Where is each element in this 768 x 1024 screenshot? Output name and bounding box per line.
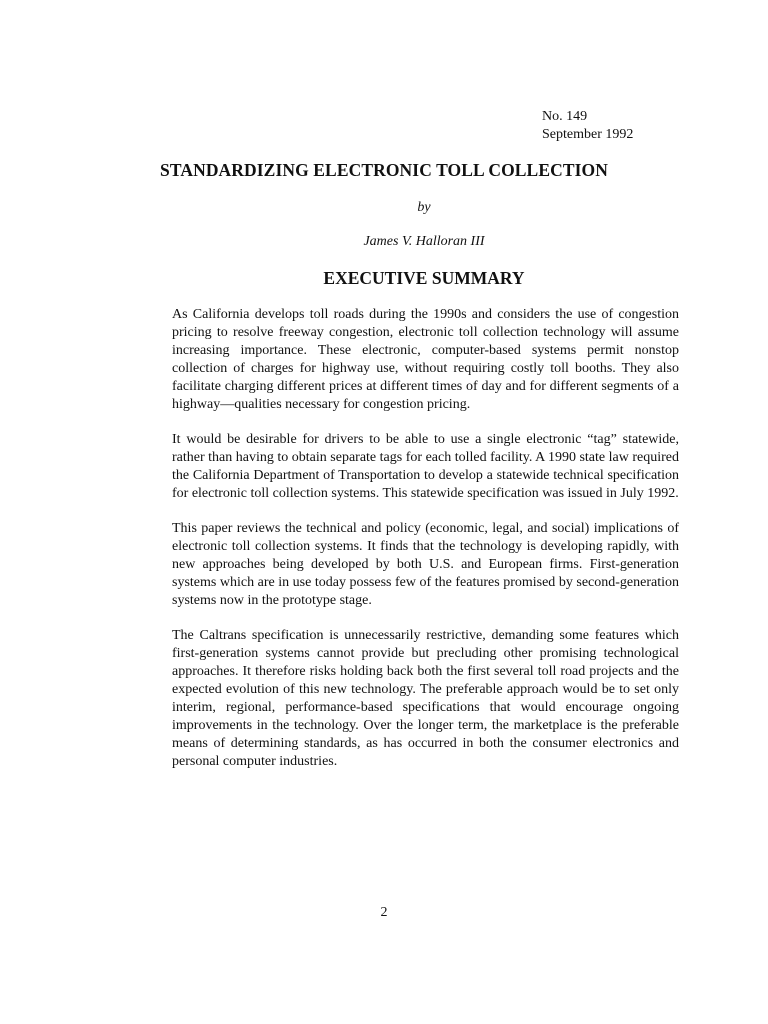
document-title: STANDARDIZING ELECTRONIC TOLL COLLECTION	[160, 160, 608, 180]
page-number: 2	[380, 905, 388, 920]
author-name: James V. Halloran III	[363, 234, 485, 249]
summary-body	[172, 306, 679, 788]
document-number: No. 149	[542, 109, 588, 124]
paragraph: It would be desirable for drivers to be able to use a single electronic “tag” statewide, rather than having to obtain separate tags for each tolled facility. A 1990 state law required the California Department of Transportation to develop a statewide technical specification for electronic toll collection systems. This statewide specification was issued in July 1992.	[172, 432, 679, 501]
paragraph: This paper reviews the technical and policy (economic, legal, and social) implications of electronic toll collection systems. It finds that the technology is developing rapidly, with new approaches being developed by both U.S. and European firms. First-generation systems which are in use today possess few of the features promised by second-generation systems now in the prototype stage.	[172, 521, 679, 608]
section-heading: EXECUTIVE SUMMARY	[323, 268, 525, 288]
paragraph: As California develops toll roads during the 1990s and considers the use of congestion pricing to resolve freeway congestion, electronic toll collection technology will assume increasing importance. These electronic, computer-based systems permit nonstop collection of charges for highway use, without requiring costly toll booths. They also facilitate charging different prices at different times of day and for different segments of a highway—qualities necessary for congestion pricing.	[172, 307, 679, 412]
document-meta	[542, 108, 633, 144]
byline-by: by	[417, 200, 431, 215]
document-date: September 1992	[542, 127, 634, 142]
paragraph: The Caltrans specification is unnecessarily restrictive, demanding some features which first-generation systems cannot provide but precluding other promising technological approaches. It therefore risks holding back both the first several toll road projects and the expected evolution of this new technology. The preferable approach would be to set only interim, regional, performance-based specifications that would encourage ongoing improvements in the technology. Over the longer term, the marketplace is the preferable means of determining standards, as has occurred in both the consumer electronics and personal computer industries.	[172, 628, 679, 769]
